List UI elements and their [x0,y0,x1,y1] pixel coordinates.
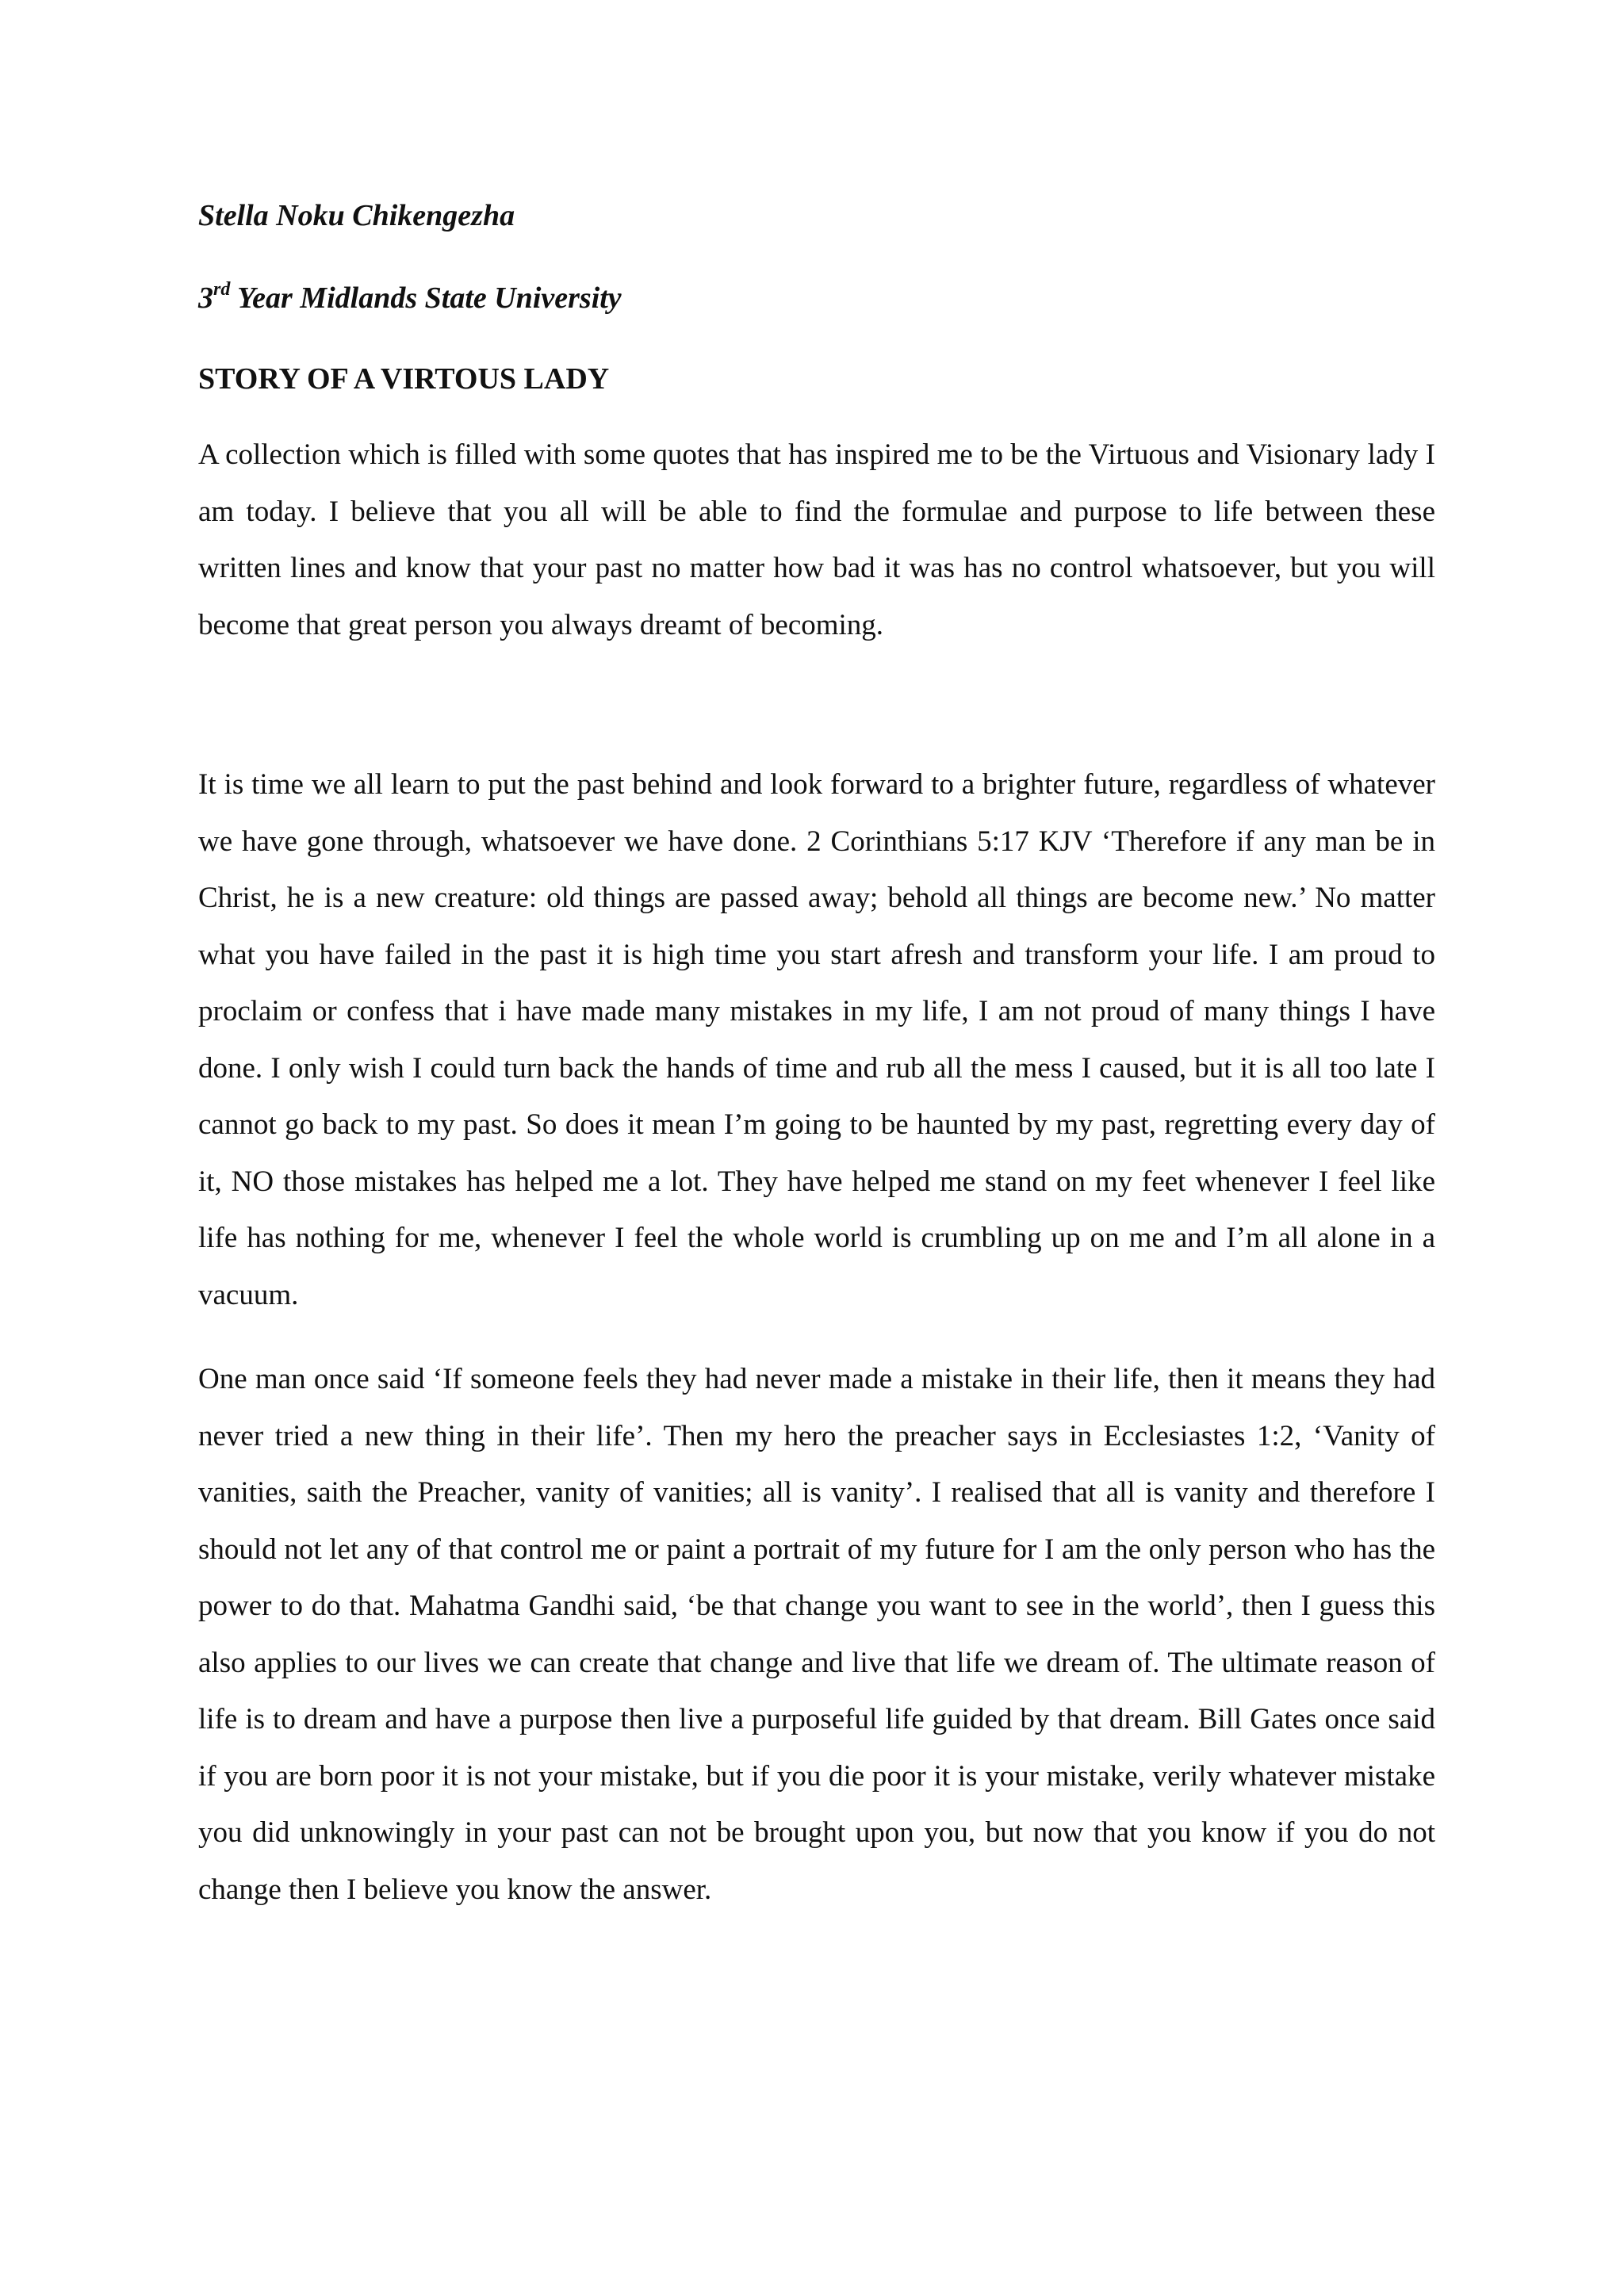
document-title: STORY OF A VIRTOUS LADY [198,362,610,396]
affiliation-text: Year Midlands State University [230,281,622,315]
year-suffix: rd [213,279,231,300]
paragraph: A collection which is filled with some quotes that has inspired me to be the Virtuous and Visionary lady I am today. I believe that you all will be able to find the formulae and purpose to life between these written lines and know that your past no matter how bad it was has no control whatsoever, but you will become that great person you always dreamt of becoming. [198,438,1435,641]
paragraph: It is time we all learn to put the past behind and look forward to a brighter future, regardless of whatever we have gone through, whatsoever we have done. 2 Corinthians 5:17 KJV ‘Therefore if any man be in Christ, he is a new creature: old things are passed away; behold all things are become new.’ No matter what you have failed in the past it is high time you start afresh and transform your life. I am proud to proclaim or confess that i have made many mistakes in my life, I am not proud of many things I have done. I only wish I could turn back the hands of time and rub all the mess I caused, but it is all too late I cannot go back to my past. So does it mean I’m going to be haunted by my past, regretting every day of it, NO those mistakes has helped me a lot. They have helped me stand on my feet whenever I feel like life has nothing for me, whenever I feel the whole world is crumbling up on me and I’m all alone in a vacuum. [198,768,1435,1311]
document-content [198,192,1435,1918]
author-affiliation [198,274,1435,322]
author-name: Stella Noku Chikengezha [198,199,515,232]
paragraph: One man once said ‘If someone feels they had never made a mistake in their life, then it means they had never tried a new thing in their life’. Then my hero the preacher says in Ecclesiastes 1:2, ‘Vanity of vanities, saith the Preacher, vanity of vanities; all is vanity’. I realised that all is vanity and therefore I should not let any of that control me or paint a portrait of my future for I am the only person who has the power to do that. Mahatma Gandhi said, ‘be that change you want to see in the world’, then I guess this also applies to our lives we can create that change and live that life we dream of. The ultimate reason of life is to dream and have a purpose then live a purposeful life guided by that dream. Bill Gates once said if you are born poor it is not your mistake, but if you die poor it is your mistake, verily whatever mistake you did unknowingly in your past can not be brought upon you, but now that you know if you do not change then I believe you know the answer. [198,1363,1435,1906]
year-number: 3 [198,281,213,315]
